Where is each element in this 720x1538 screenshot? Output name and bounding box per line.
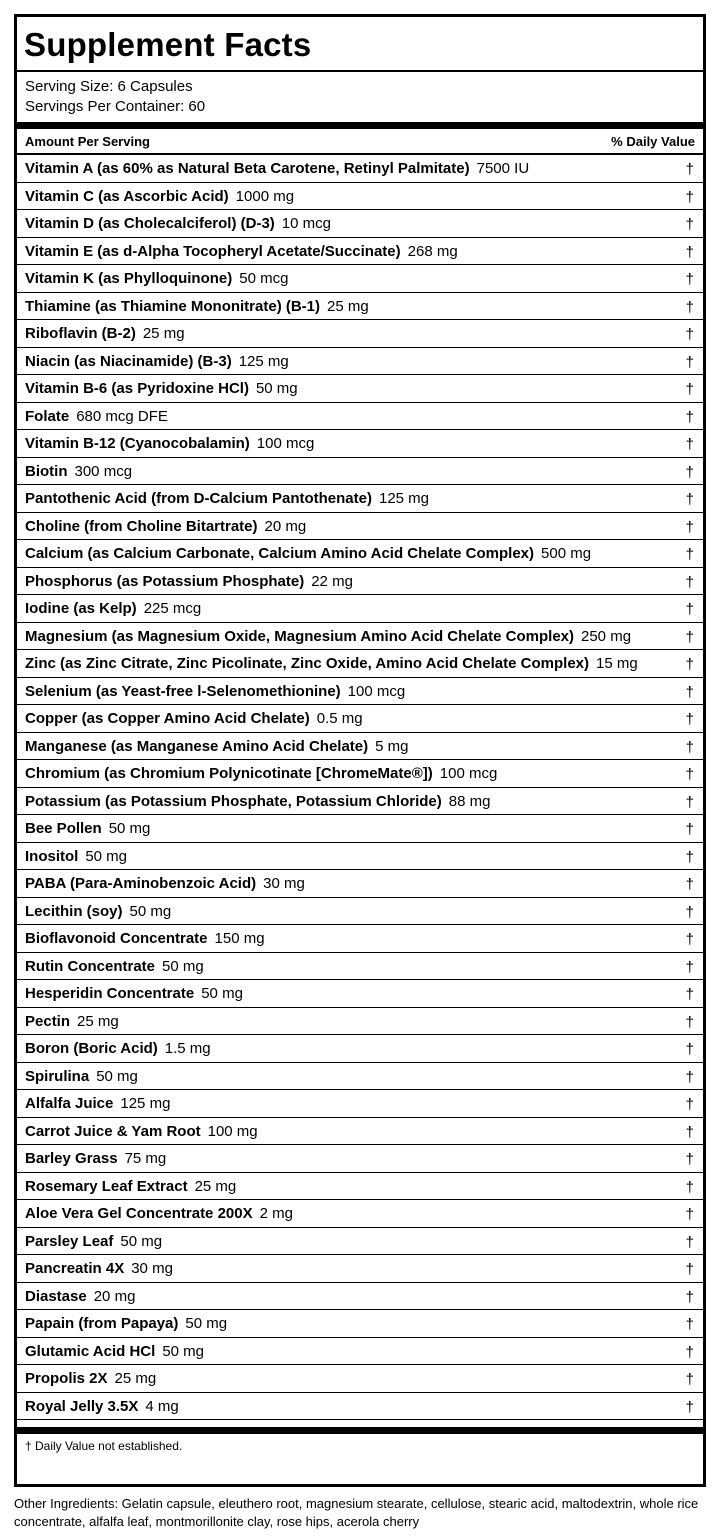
daily-value-mark: † (685, 188, 694, 206)
nutrient-label: Manganese (as Manganese Amino Acid Chelate) (25, 737, 369, 755)
daily-value-mark: † (685, 656, 694, 673)
nutrient-label: Diastase (25, 1287, 87, 1305)
nutrient-row (17, 705, 703, 733)
nutrient-label: Choline (from Choline Bitartrate) (25, 517, 258, 535)
daily-value-mark: † (685, 628, 694, 646)
nutrient-name (25, 1343, 204, 1360)
nutrient-label: Copper (as Copper Amino Acid Chelate) (25, 710, 310, 727)
nutrient-label: Pancreatin 4X (25, 1260, 125, 1277)
nutrient-label: Vitamin K (as Phylloquinone) (25, 270, 233, 287)
nutrient-name (25, 270, 288, 287)
nutrient-label: Spirulina (25, 1067, 90, 1085)
nutrient-label: Parsley Leaf (25, 1232, 114, 1250)
nutrient-name (25, 738, 409, 755)
nutrient-label: Phosphorus (as Potassium Phosphate) (25, 572, 305, 590)
daily-value-mark: † (685, 546, 694, 563)
nutrient-amount: 125 mg (238, 352, 289, 370)
nutrient-row (17, 678, 703, 706)
daily-value-mark: † (685, 1151, 694, 1168)
nutrient-row (17, 155, 703, 183)
nutrient-label: Bee Pollen (25, 820, 102, 837)
nutrient-amount: 1.5 mg (164, 1040, 211, 1057)
nutrient-amount: 75 mg (124, 1150, 167, 1167)
nutrient-amount: 50 mg (255, 380, 298, 397)
nutrient-amount: 30 mg (131, 1260, 173, 1277)
nutrient-amount: 50 mg (185, 1315, 228, 1332)
nutrient-name (25, 600, 201, 617)
nutrient-label: Lecithin (soy) (25, 902, 123, 920)
nutrient-name (25, 1260, 173, 1277)
daily-value-mark: † (685, 903, 694, 921)
nutrient-amount: 125 mg (120, 1095, 171, 1112)
nutrient-label: Potassium (as Potassium Phosphate, Potassium Chloride) (25, 792, 442, 810)
nutrient-amount: 10 mcg (281, 215, 331, 232)
footnote: † Daily Value not established. (25, 1439, 183, 1453)
daily-value-mark: † (685, 463, 694, 481)
nutrient-amount: 22 mg (311, 572, 353, 590)
daily-value-header: % Daily Value (611, 134, 695, 149)
daily-value-mark: † (685, 1123, 694, 1141)
nutrient-label: Inositol (25, 847, 79, 865)
nutrient-amount: 25 mg (77, 1012, 119, 1030)
nutrient-name (25, 1068, 138, 1085)
nutrient-name (25, 243, 458, 260)
daily-value-mark: † (685, 821, 694, 838)
daily-value-mark: † (685, 1398, 694, 1416)
nutrient-amount: 680 mcg DFE (76, 407, 168, 425)
nutrient-row (17, 210, 703, 238)
nutrient-row (17, 980, 703, 1008)
nutrient-amount: 30 mg (263, 875, 305, 892)
nutrient-name (25, 1040, 211, 1057)
nutrient-label: Magnesium (as Magnesium Oxide, Magnesium Amino Acid Chelate Complex) (25, 627, 574, 645)
nutrient-name (25, 655, 638, 672)
nutrient-row (17, 650, 703, 678)
thick-divider-top (17, 122, 703, 129)
nutrient-name (25, 628, 631, 645)
nutrient-name (25, 353, 289, 370)
nutrient-row (17, 293, 703, 321)
nutrient-name (25, 463, 132, 480)
daily-value-mark: † (685, 683, 694, 701)
nutrient-name (25, 160, 529, 177)
nutrient-amount: 100 mcg (256, 435, 315, 452)
daily-value-mark: † (685, 1371, 694, 1388)
nutrient-amount: 4 mg (145, 1397, 179, 1415)
daily-value-mark: † (685, 298, 694, 316)
nutrient-amount: 5 mg (375, 737, 409, 755)
nutrient-amount: 25 mg (327, 297, 369, 315)
nutrient-label: Thiamine (as Thiamine Mononitrate) (B-1) (25, 297, 321, 315)
nutrient-name (25, 875, 305, 892)
nutrient-row (17, 1310, 703, 1338)
nutrient-row (17, 458, 703, 486)
nutrient-label: Vitamin C (as Ascorbic Acid) (25, 187, 229, 205)
nutrient-label: Hesperidin Concentrate (25, 985, 195, 1002)
nutrient-row (17, 843, 703, 871)
daily-value-mark: † (685, 518, 694, 536)
nutrient-row (17, 375, 703, 403)
nutrient-amount: 100 mcg (439, 765, 498, 782)
nutrient-row (17, 623, 703, 651)
nutrient-label: Vitamin E (as d-Alpha Tocopheryl Acetate/Succinate) (25, 242, 401, 260)
thick-divider-bottom (17, 1427, 703, 1434)
amount-per-serving-header: Amount Per Serving (25, 134, 150, 149)
nutrient-name (25, 1398, 179, 1415)
nutrient-name (25, 765, 497, 782)
daily-value-mark: † (685, 1068, 694, 1086)
nutrient-row (17, 595, 703, 623)
nutrient-row (17, 1283, 703, 1311)
nutrient-row (17, 540, 703, 568)
nutrient-amount: 150 mg (214, 930, 265, 947)
nutrient-row (17, 898, 703, 926)
nutrient-row (17, 485, 703, 513)
daily-value-mark: † (685, 271, 694, 288)
nutrient-row (17, 925, 703, 953)
nutrient-name (25, 435, 314, 452)
nutrient-amount: 100 mcg (347, 682, 406, 700)
servings-per-container: Servings Per Container: 60 (25, 98, 206, 115)
nutrient-row (17, 1145, 703, 1173)
nutrient-name (25, 1013, 119, 1030)
daily-value-mark: † (685, 1288, 694, 1306)
nutrient-row (17, 1228, 703, 1256)
nutrient-amount: 225 mcg (143, 600, 202, 617)
nutrient-label: Zinc (as Zinc Citrate, Zinc Picolinate, Zinc Oxide, Amino Acid Chelate Complex) (25, 655, 589, 672)
nutrient-row (17, 1255, 703, 1283)
nutrient-name (25, 1150, 166, 1167)
daily-value-mark: † (685, 738, 694, 756)
nutrient-label: Rosemary Leaf Extract (25, 1177, 188, 1195)
daily-value-mark: † (685, 1013, 694, 1031)
nutrient-row (17, 1173, 703, 1201)
nutrient-amount: 125 mg (378, 490, 430, 507)
nutrient-name (25, 903, 171, 920)
nutrient-amount: 250 mg (581, 627, 632, 645)
nutrient-name (25, 380, 298, 397)
nutrient-label: Aloe Vera Gel Concentrate 200X (25, 1205, 253, 1222)
daily-value-mark: † (685, 1233, 694, 1251)
daily-value-mark: † (685, 1041, 694, 1058)
daily-value-mark: † (685, 573, 694, 591)
nutrient-amount: 7500 IU (476, 160, 530, 177)
nutrient-name (25, 1178, 236, 1195)
nutrient-label: Alfalfa Juice (25, 1095, 114, 1112)
nutrient-name (25, 793, 490, 810)
nutrient-label: Propolis 2X (25, 1370, 108, 1387)
nutrient-name (25, 1233, 162, 1250)
nutrient-name (25, 958, 204, 975)
nutrient-amount: 100 mg (207, 1122, 258, 1140)
nutrient-row (17, 430, 703, 458)
nutrient-amount: 1000 mg (235, 187, 295, 205)
nutrient-amount: 50 mg (162, 1342, 205, 1360)
daily-value-mark: † (685, 1343, 694, 1361)
nutrient-name (25, 325, 185, 342)
nutrient-amount: 268 mg (407, 242, 458, 260)
nutrient-name (25, 1205, 293, 1222)
daily-value-mark: † (685, 931, 694, 948)
nutrient-label: Rutin Concentrate (25, 957, 156, 975)
daily-value-mark: † (685, 793, 694, 811)
nutrient-amount: 50 mg (162, 957, 204, 975)
nutrient-row (17, 1090, 703, 1118)
daily-value-mark: † (685, 848, 694, 866)
column-header (25, 134, 695, 150)
daily-value-mark: † (685, 1178, 694, 1196)
nutrient-amount: 15 mg (596, 655, 638, 672)
nutrient-name (25, 545, 591, 562)
nutrient-row (17, 760, 703, 788)
daily-value-mark: † (685, 491, 694, 508)
nutrient-label: Bioflavonoid Concentrate (25, 930, 208, 947)
nutrient-name (25, 930, 265, 947)
nutrient-amount: 88 mg (448, 792, 491, 810)
nutrient-row (17, 953, 703, 981)
daily-value-mark: † (685, 711, 694, 728)
nutrient-name (25, 188, 294, 205)
nutrient-row (17, 1118, 703, 1146)
nutrient-row (17, 238, 703, 266)
daily-value-mark: † (685, 408, 694, 426)
nutrient-row (17, 1063, 703, 1091)
nutrient-name (25, 1288, 135, 1305)
nutrient-label: Vitamin A (as 60% as Natural Beta Carotene, Retinyl Palmitate) (25, 160, 470, 177)
nutrient-row (17, 1200, 703, 1228)
daily-value-mark: † (685, 876, 694, 893)
nutrient-label: Iodine (as Kelp) (25, 600, 137, 617)
nutrient-amount: 50 mg (129, 902, 172, 920)
nutrient-name (25, 683, 405, 700)
nutrient-row (17, 733, 703, 761)
nutrient-row (17, 348, 703, 376)
nutrient-name (25, 490, 429, 507)
daily-value-mark: † (685, 1261, 694, 1278)
nutrient-row (17, 265, 703, 293)
nutrient-amount: 25 mg (114, 1370, 157, 1387)
nutrient-label: Vitamin B-12 (Cyanocobalamin) (25, 435, 250, 452)
nutrient-name (25, 820, 150, 837)
nutrient-amount: 50 mg (96, 1067, 138, 1085)
nutrient-row (17, 403, 703, 431)
nutrient-label: Barley Grass (25, 1150, 118, 1167)
daily-value-mark: † (685, 601, 694, 618)
nutrient-amount: 50 mg (85, 847, 128, 865)
nutrient-row (17, 788, 703, 816)
nutrient-label: Niacin (as Niacinamide) (B-3) (25, 352, 232, 370)
nutrient-label: Calcium (as Calcium Carbonate, Calcium Amino Acid Chelate Complex) (25, 545, 535, 562)
nutrient-row (17, 183, 703, 211)
nutrient-name (25, 573, 353, 590)
nutrient-list (17, 155, 703, 1420)
nutrient-label: Papain (from Papaya) (25, 1315, 179, 1332)
supplement-facts-panel (14, 14, 706, 1487)
daily-value-mark: † (685, 436, 694, 453)
nutrient-amount: 50 mg (108, 820, 151, 837)
nutrient-label: Chromium (as Chromium Polynicotinate [ChromeMate®]) (25, 765, 433, 782)
daily-value-mark: † (685, 986, 694, 1003)
nutrient-label: Boron (Boric Acid) (25, 1040, 158, 1057)
nutrient-amount: 25 mg (142, 325, 185, 342)
nutrient-name (25, 298, 369, 315)
daily-value-mark: † (685, 1316, 694, 1333)
nutrient-label: Glutamic Acid HCl (25, 1342, 156, 1360)
nutrient-name (25, 1370, 156, 1387)
nutrient-name (25, 215, 331, 232)
nutrient-amount: 0.5 mg (316, 710, 363, 727)
title-divider (17, 70, 703, 72)
nutrient-name (25, 408, 168, 425)
nutrient-label: PABA (Para-Aminobenzoic Acid) (25, 875, 257, 892)
nutrient-name (25, 985, 243, 1002)
daily-value-mark: † (685, 766, 694, 783)
daily-value-mark: † (685, 381, 694, 398)
nutrient-row (17, 513, 703, 541)
nutrient-amount: 50 mg (201, 985, 243, 1002)
nutrient-label: Riboflavin (B-2) (25, 325, 136, 342)
serving-size: Serving Size: 6 Capsules (25, 78, 193, 95)
other-ingredients: Other Ingredients: Gelatin capsule, eleuthero root, magnesium stearate, cellulose, stearic acid, maltodextrin, whole rice concentrate, alfalfa leaf, montmorillonite clay, rose hips, acerola cherry (14, 1496, 699, 1529)
nutrient-label: Biotin (25, 462, 68, 480)
nutrient-row (17, 870, 703, 898)
daily-value-mark: † (685, 958, 694, 976)
nutrient-amount: 500 mg (541, 545, 592, 562)
nutrient-name (25, 518, 306, 535)
nutrient-amount: 25 mg (194, 1177, 237, 1195)
nutrient-label: Royal Jelly 3.5X (25, 1397, 139, 1415)
nutrient-label: Vitamin D (as Cholecalciferol) (D-3) (25, 215, 275, 232)
daily-value-mark: † (685, 216, 694, 233)
nutrient-name (25, 1315, 227, 1332)
daily-value-mark: † (685, 326, 694, 343)
nutrient-row (17, 1035, 703, 1063)
nutrient-name (25, 710, 363, 727)
nutrient-row (17, 320, 703, 348)
nutrient-row (17, 1365, 703, 1393)
nutrient-label: Folate (25, 407, 70, 425)
daily-value-mark: † (685, 1206, 694, 1223)
nutrient-row (17, 1393, 703, 1421)
nutrient-label: Pectin (25, 1012, 71, 1030)
nutrient-name (25, 1095, 170, 1112)
nutrient-label: Selenium (as Yeast-free l-Selenomethionine) (25, 682, 341, 700)
nutrient-label: Pantothenic Acid (from D-Calcium Pantothenate) (25, 490, 372, 507)
nutrient-amount: 20 mg (264, 517, 307, 535)
nutrient-name (25, 1123, 258, 1140)
nutrient-amount: 2 mg (259, 1205, 293, 1222)
nutrient-amount: 50 mcg (239, 270, 289, 287)
nutrient-amount: 20 mg (93, 1287, 136, 1305)
nutrient-row (17, 1338, 703, 1366)
daily-value-mark: † (685, 161, 694, 178)
nutrient-label: Vitamin B-6 (as Pyridoxine HCl) (25, 380, 249, 397)
nutrient-amount: 50 mg (120, 1232, 163, 1250)
nutrient-amount: 300 mcg (74, 462, 133, 480)
nutrient-label: Carrot Juice & Yam Root (25, 1122, 201, 1140)
daily-value-mark: † (685, 243, 694, 261)
nutrient-name (25, 848, 127, 865)
panel-title: Supplement Facts (24, 26, 312, 63)
daily-value-mark: † (685, 1096, 694, 1113)
nutrient-row (17, 1008, 703, 1036)
daily-value-mark: † (685, 353, 694, 371)
nutrient-row (17, 568, 703, 596)
nutrient-row (17, 815, 703, 843)
